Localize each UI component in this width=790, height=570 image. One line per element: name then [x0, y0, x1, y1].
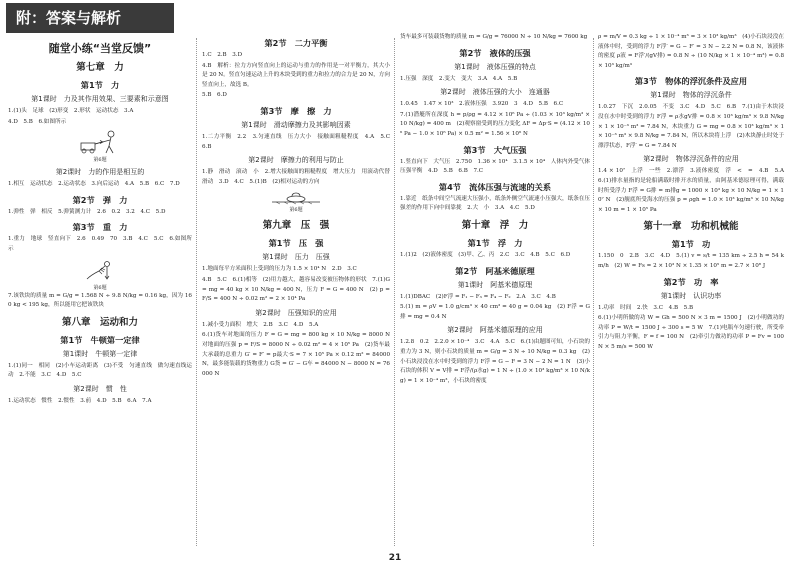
column-3: [400, 33, 590, 545]
answer-text: 1.4 × 10⁷ 上浮 一些 2.漂浮 3.液体密度 浮 < = 4.B 5.A 6.(1)排水量指的是轮船满载时排开水的质量，由阿基米德原理可得，满载时所受浮力 F浮 = G排 = m排g = 1000 × 10³ kg × 10 N/kg = 1 × 10⁷ N (2)舰底所受海水的压强 p = ρgh = 1.0 × 10³ kg/m³ × 10 N/kg × 10 m = 1 × 10⁵ Pa: [598, 168, 790, 213]
column-divider: [196, 38, 197, 546]
section-heading: 第1节 压 强: [268, 238, 324, 249]
answer-text: 货车最多可装载货物的质量 m = G/g = 76000 N ÷ 10 N/kg = 7600 kg: [400, 34, 588, 40]
boy-pulling-cart-figure: [75, 129, 125, 155]
answer-text: 1.(1)同一 相同 (2)小车运动距离 (3)不受 匀速直线 做匀速直线运动 2.不能 3.C 4.D 5.C: [8, 362, 192, 379]
section-main-title: 随堂小练“当堂反馈”: [48, 42, 152, 55]
figure-caption: 第6题: [289, 207, 303, 214]
answer-text: 1.0.45 1.47 × 10³ 2.液体压强 3.920 3 4.D 5.B 6.C: [400, 101, 564, 108]
figure-caption: 第6题: [93, 157, 107, 164]
chapter-heading: 第九章 压 强: [262, 220, 330, 232]
answer-text: 7.该铁块的质量 m = G/g = 1.568 N ÷ 9.8 N/kg = 0.16 kg，因为 160 kg < 195 kg，所以能用它把该铁块: [8, 292, 192, 309]
section-heading: 第3节 摩 擦 力: [260, 105, 332, 116]
figure-caption: 第6题: [93, 284, 107, 291]
answer-text: 1.C 2.B 3.D: [202, 52, 243, 58]
answer-text: 4.B 5.C 6.(1)相等 (2)用力越大，越容易改变被压物体的形状 7.(1)G = mg = 40 kg × 10 N/kg = 400 N，压力 F = G = 400 N (2) p = F/S = 400 N ÷ 0.02 m² = 2 × 10⁴ Pa: [202, 276, 390, 303]
answer-text: 4.D 5.B 6.如图所示: [8, 118, 67, 125]
answer-text: 1.地面每平方米面积上受到的压力为 1.5 × 10⁴ N 2.D 3.C: [202, 266, 357, 273]
answer-text: 1.功率 时间 2.快 3.C 4.B 5.B: [598, 304, 694, 311]
column-divider: [394, 38, 395, 546]
section-heading: 第3节 重 力: [72, 222, 128, 233]
column-divider: [593, 38, 594, 546]
answer-text: 1.靠近 纸条中间空气流速大压强小，纸条外侧空气流速小压强大，纸条在压强差的作用下向中间靠拢 2.大 小 3.A 4.C 5.D: [400, 195, 590, 212]
answer-text: 1.压强 深度 2.变大 变大 3.A 4.A 5.B: [400, 75, 518, 82]
answer-text: 5.B 6.D: [202, 92, 227, 99]
lesson-heading: 第1课时 压力 压强: [262, 253, 330, 262]
answer-text: 1.减小受力面积 增大 2.B 3.C 4.D 5.A: [202, 321, 319, 328]
answer-text: 1.静 滑动 滚动 小 2.增大接触面的粗糙程度 增大压力 用滚动代替滑动 3.D 4.C 5.(1)B (2)相对运动的方向: [202, 169, 390, 185]
appendix-header: 附：答案与解析: [6, 3, 174, 33]
lesson-heading: 第1课时 液体压强的特点: [454, 62, 536, 71]
answer-text: 1.(1)头 足球 (2)形变 2.形状 运动状态 3.A: [8, 108, 134, 114]
section-heading: 第1节 力: [80, 80, 120, 90]
chapter-heading: 第十一章 功和机械能: [643, 221, 739, 233]
section-heading: 第1节 功: [671, 239, 711, 250]
chapter-heading: 第七章 力: [76, 62, 124, 73]
answer-text: 6.(1)货车对地面的压力 F = G = mg = 800 kg × 10 N/kg = 8000 N 对地面的压强 p = F/S = 8000 N ÷ 0.02 m² = 4 × 10⁵ Pa (2)货车最大承载的总重力 G′ = F′ = p最大·S = 7 × 10⁵ Pa × 0.12 m² = 84000 N，最多能装载的货物重力 G货 = G′ − G车 = 84000 N − 8000 N = 76000 N: [202, 332, 396, 377]
lesson-heading: 第2课时 压强知识的应用: [255, 308, 337, 317]
chapter-heading: 第八章 运动和力: [61, 316, 138, 328]
section-heading: 第4节 流体压强与流速的关系: [438, 181, 552, 192]
answer-text: 1.(1)2 (2)液体密度 (3)甲、乙、丙 2.C 3.C 4.B 5.C 6.D: [400, 251, 571, 258]
section-heading: 第2节 二力平衡: [264, 38, 328, 48]
column-4: [598, 33, 790, 545]
answer-text: 6.(1)小明所做的功 W = Gh = 500 N × 3 m = 1500 J (2)小明做功的功率 P = W/t = 1500 J ÷ 300 s = 5 W 7.(1)电瓶车匀速行驶，所受牵引力与阻力平衡，F = f = 100 N (2)牵引力做功的功率 P = Fv = 100 N × 5 m/s = 500 W: [598, 315, 784, 350]
section-heading: 第2节 液体的压强: [459, 47, 531, 58]
answer-text: 1.运动状态 惯性 2.惯性 3.前 4.D 5.B 6.A 7.A: [8, 397, 152, 404]
answer-text: 1.重力 地球 竖直向下 2.6 0.49 70 3.B 4.C 5.C 6.如图所示: [8, 236, 192, 252]
answer-text: 4.B 解析：拉力方向竖直向上的运动与重力的作用是一对平衡力，其大小是 20 N。竖直匀速运动上升的木块受到的重力和拉力的合力是 20 N，方向竖直向上，故选 B。: [202, 62, 390, 88]
lesson-heading: 第1课时 阿基米德原理: [457, 280, 533, 289]
section-heading: 第2节 功 率: [663, 276, 719, 287]
section-heading: 第1节 浮 力: [467, 237, 523, 248]
section-heading: 第2节 阿基米德原理: [455, 265, 535, 276]
section-heading: 第3节 大气压强: [463, 144, 527, 155]
answer-text: ρ = m/V = 0.3 kg ÷ 1 × 10⁻⁴ m³ = 3 × 10³ kg/m³ (4)小石块浸没在液体中时，受到的浮力 F浮′ = G − F′ = 3 N − 2.2 N = 0.8 N，该液体的密度 ρ液 = F浮′/(gV排) = 0.8 N ÷ (10 N/kg × 1 × 10⁻⁴ m³) = 0.8 × 10³ kg/m³: [598, 34, 784, 69]
answer-text: 1.弹性 弹 相反 5.弹簧测力计 2.6 0.2 3.2 4.C 5.D: [8, 208, 166, 215]
answer-text: 1.竖直向下 大气压 2.750 1.36 × 10⁴ 3.1.5 × 10⁴ 人体内外受气体压强平衡 4.D 5.B 6.B 7.C: [400, 158, 590, 175]
page-number: 21: [388, 553, 402, 563]
answer-text: 1.2.8 0.2 2.2.0 × 10⁻⁴ 3.C 4.A 5.C 6.(1)由题图可知，小石块的重力为 3 N，则小石块的质量 m = G/g = 3 N ÷ 10 N/kg = 0.3 kg (2)小石块浸没在水中时受到的浮力 F浮 = G − F = 3 N − 2 N = 1 N (3)小石块的体积 V = V排 = F浮/(ρ水g) = 1 N ÷ (1.0 × 10³ kg/m³ × 10 N/kg) = 1 × 10⁻⁴ m³，小石块的密度: [400, 339, 590, 384]
answer-text: 1.(1)DBAC (2)F浮 = F₁ − F₃ = F₄ − F₂ 2.A 3.C 4.B: [400, 293, 556, 300]
answer-text: 1.二力平衡 2.2 3.匀速直线 压力大小 接触面粗糙程度 4.A 5.C 6.B: [202, 133, 396, 150]
hand-holding-object-figure: [83, 257, 117, 283]
chapter-heading: 第十章 浮 力: [461, 219, 529, 231]
lesson-heading: 第2课时 物体浮沉条件的应用: [643, 155, 739, 164]
answer-text: 7.(1)潜艇所在深度 h = p/ρg = 4.12 × 10⁶ Pa ÷ (1.03 × 10³ kg/m³ × 10 N/kg) = 400 m (2)观察窗受到的压力变化 ΔF = Δp·S = (4.12 × 10⁶ Pa − 1.0 × 10⁶ Pa) × 0.5 m² = 1.56 × 10⁶ N: [400, 111, 590, 137]
column-1: [8, 38, 192, 550]
answer-text: 1.相互 运动状态 2.运动状态 3.向后运动 4.A 5.B 6.C 7.D: [8, 181, 180, 188]
section-heading: 第1节 牛顿第一定律: [60, 334, 140, 345]
column-2: [202, 33, 396, 545]
answer-text: 1.0.27 下沉 2.0.05 不变 3.C 4.D 5.C 6.B 7.(1)由于木块浸没在水中时受到的浮力 F浮 = ρ水gV排 = 0.8 × 10³ kg/m³ × 9.8 N/kg × 1 × 10⁻³ m³ = 7.84 N，木块重力 G = mg = 0.8 × 10³ kg/m³ × 1 × 10⁻³ m³ × 9.8 N/kg = 7.84 N，所以木块将上浮 (2)木块静止时处于漂浮状态，F浮′ = G = 7.84 N: [598, 104, 784, 149]
lesson-heading: 第1课时 牛顿第一定律: [62, 349, 138, 358]
lesson-heading: 第1课时 滑动摩擦力及其影响因素: [241, 120, 351, 129]
lesson-heading: 第2课时 力的作用是相互的: [55, 168, 145, 177]
lesson-heading: 第2课时 惯 性: [73, 384, 127, 393]
answer-text: 5.(1) m = ρV = 1.0 g/cm³ × 40 cm³ = 40 g = 0.04 kg (2) F浮 = G排 = mg = 0.4 N: [400, 304, 590, 320]
section-heading: 第3节 物体的浮沉条件及应用: [634, 76, 748, 87]
lesson-heading: 第2课时 摩擦力的利用与防止: [248, 156, 344, 165]
lesson-heading: 第1课时 物体的浮沉条件: [650, 91, 732, 100]
lesson-heading: 第2课时 液体压强的大小 连通器: [440, 88, 550, 97]
lesson-heading: 第1课时 力及其作用效果、三要素和示意图: [31, 95, 169, 103]
lesson-heading: 第2课时 阿基米德原理的应用: [447, 326, 543, 335]
curling-stone-figure: [270, 189, 322, 205]
section-heading: 第2节 弹 力: [72, 194, 128, 205]
lesson-heading: 第1课时 认识功率: [660, 291, 722, 300]
answer-text: 1.150 0 2.B 3.C 4.D 5.(1) v = s/t = 135 km ÷ 2.5 h = 54 km/h (2) W = Fs = 2 × 10³ N × 1.35 × 10⁵ m = 2.7 × 10⁸ J: [598, 253, 784, 269]
